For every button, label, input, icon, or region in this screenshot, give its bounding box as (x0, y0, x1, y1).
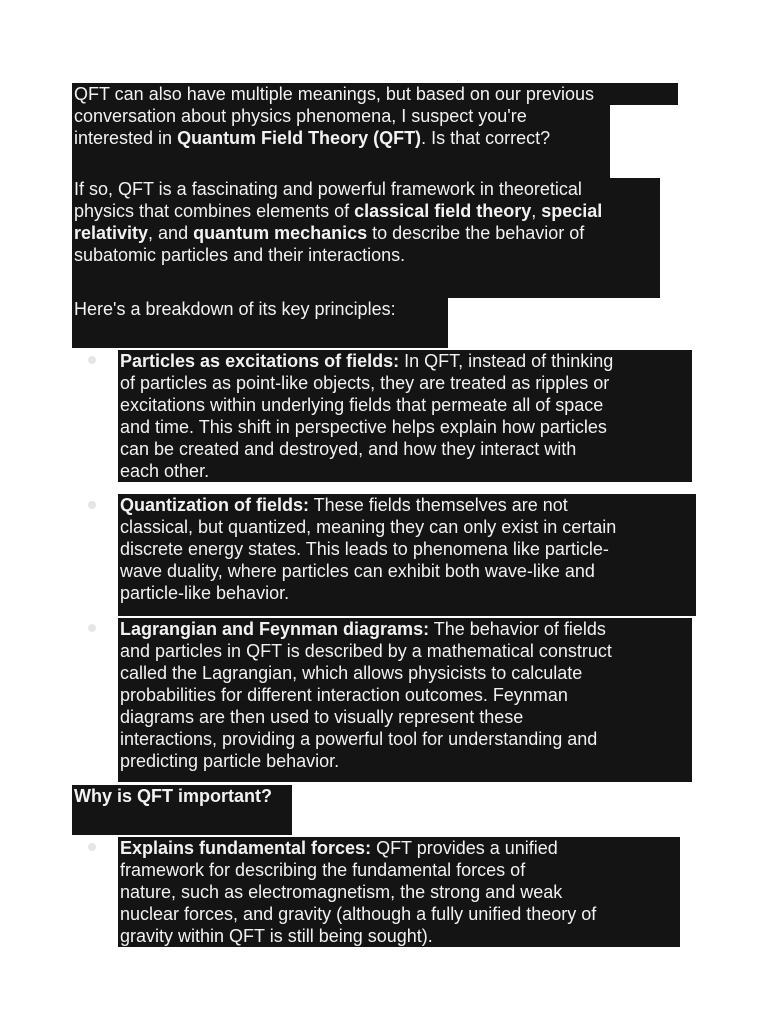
principle-1-line-5: can be created and destroyed, and how they interact with (120, 439, 577, 459)
section-heading-why (72, 785, 292, 835)
principle-item-lagrangian (118, 618, 692, 782)
bullet-icon (88, 501, 96, 509)
framework-line-1: If so, QFT is a fascinating and powerful framework in theoretical (74, 179, 582, 199)
paragraph-intro (72, 83, 610, 180)
principle-2-line-3: discrete energy states. This leads to phenomena like particle- (120, 539, 609, 559)
principle-2-line-5: particle-like behavior. (120, 583, 290, 603)
bullet-icon (88, 843, 96, 851)
principle-3-line-7: predicting particle behavior. (120, 751, 340, 771)
importance-1-line-1: Explains fundamental forces: QFT provides a unified (120, 838, 558, 858)
principle-2-line-1: Quantization of fields: These fields themselves are not (120, 495, 568, 515)
importance-1-line-5: gravity within QFT is still being sought). (120, 926, 433, 946)
heading-why-text: Why is QFT important? (74, 786, 272, 806)
framework-line-4: subatomic particles and their interactions. (74, 245, 406, 265)
principle-1-line-1: Particles as excitations of fields: In QFT, instead of thinking (120, 351, 614, 371)
principle-3-line-5: diagrams are then used to visually represent these (120, 707, 524, 727)
principle-3-line-1: Lagrangian and Feynman diagrams: The behavior of fields (120, 619, 606, 639)
bullet-icon (88, 624, 96, 632)
intro-line-2: conversation about physics phenomena, I suspect you're (74, 106, 527, 126)
importance-1-line-4: nuclear forces, and gravity (although a fully unified theory of (120, 904, 597, 924)
importance-1-line-2: framework for describing the fundamental forces of (120, 860, 526, 880)
principle-item-excitations (118, 350, 692, 482)
principle-3-line-6: interactions, providing a powerful tool for understanding and (120, 729, 598, 749)
importance-item-forces (118, 837, 680, 947)
principle-3-line-4: probabilities for different interaction outcomes. Feynman (120, 685, 568, 705)
paragraph-framework (72, 178, 660, 298)
principle-1-line-6: each other. (120, 461, 210, 481)
intro-line-3: interested in Quantum Field Theory (QFT). Is that correct? (74, 128, 551, 148)
framework-line-3: relativity, and quantum mechanics to describe the behavior of (74, 223, 585, 243)
importance-1-line-3: nature, such as electromagnetism, the strong and weak (120, 882, 563, 902)
intro-line-1: QFT can also have multiple meanings, but based on our previous (74, 83, 678, 105)
paragraph-breakdown (72, 298, 448, 348)
framework-line-2: physics that combines elements of classical field theory, special (74, 201, 603, 221)
principle-item-quantization (118, 494, 696, 616)
breakdown-line: Here's a breakdown of its key principles: (74, 299, 396, 319)
principle-1-line-2: of particles as point-like objects, they are treated as ripples or (120, 373, 610, 393)
principle-2-line-4: wave duality, where particles can exhibit both wave-like and (120, 561, 595, 581)
principle-1-line-3: excitations within underlying fields that permeate all of space (120, 395, 604, 415)
principle-2-line-2: classical, but quantized, meaning they can only exist in certain (120, 517, 617, 537)
principle-3-line-2: and particles in QFT is described by a mathematical construct (120, 641, 612, 661)
principle-3-line-3: called the Lagrangian, which allows physicists to calculate (120, 663, 583, 683)
principle-1-line-4: and time. This shift in perspective helps explain how particles (120, 417, 607, 437)
bullet-icon (88, 356, 96, 364)
